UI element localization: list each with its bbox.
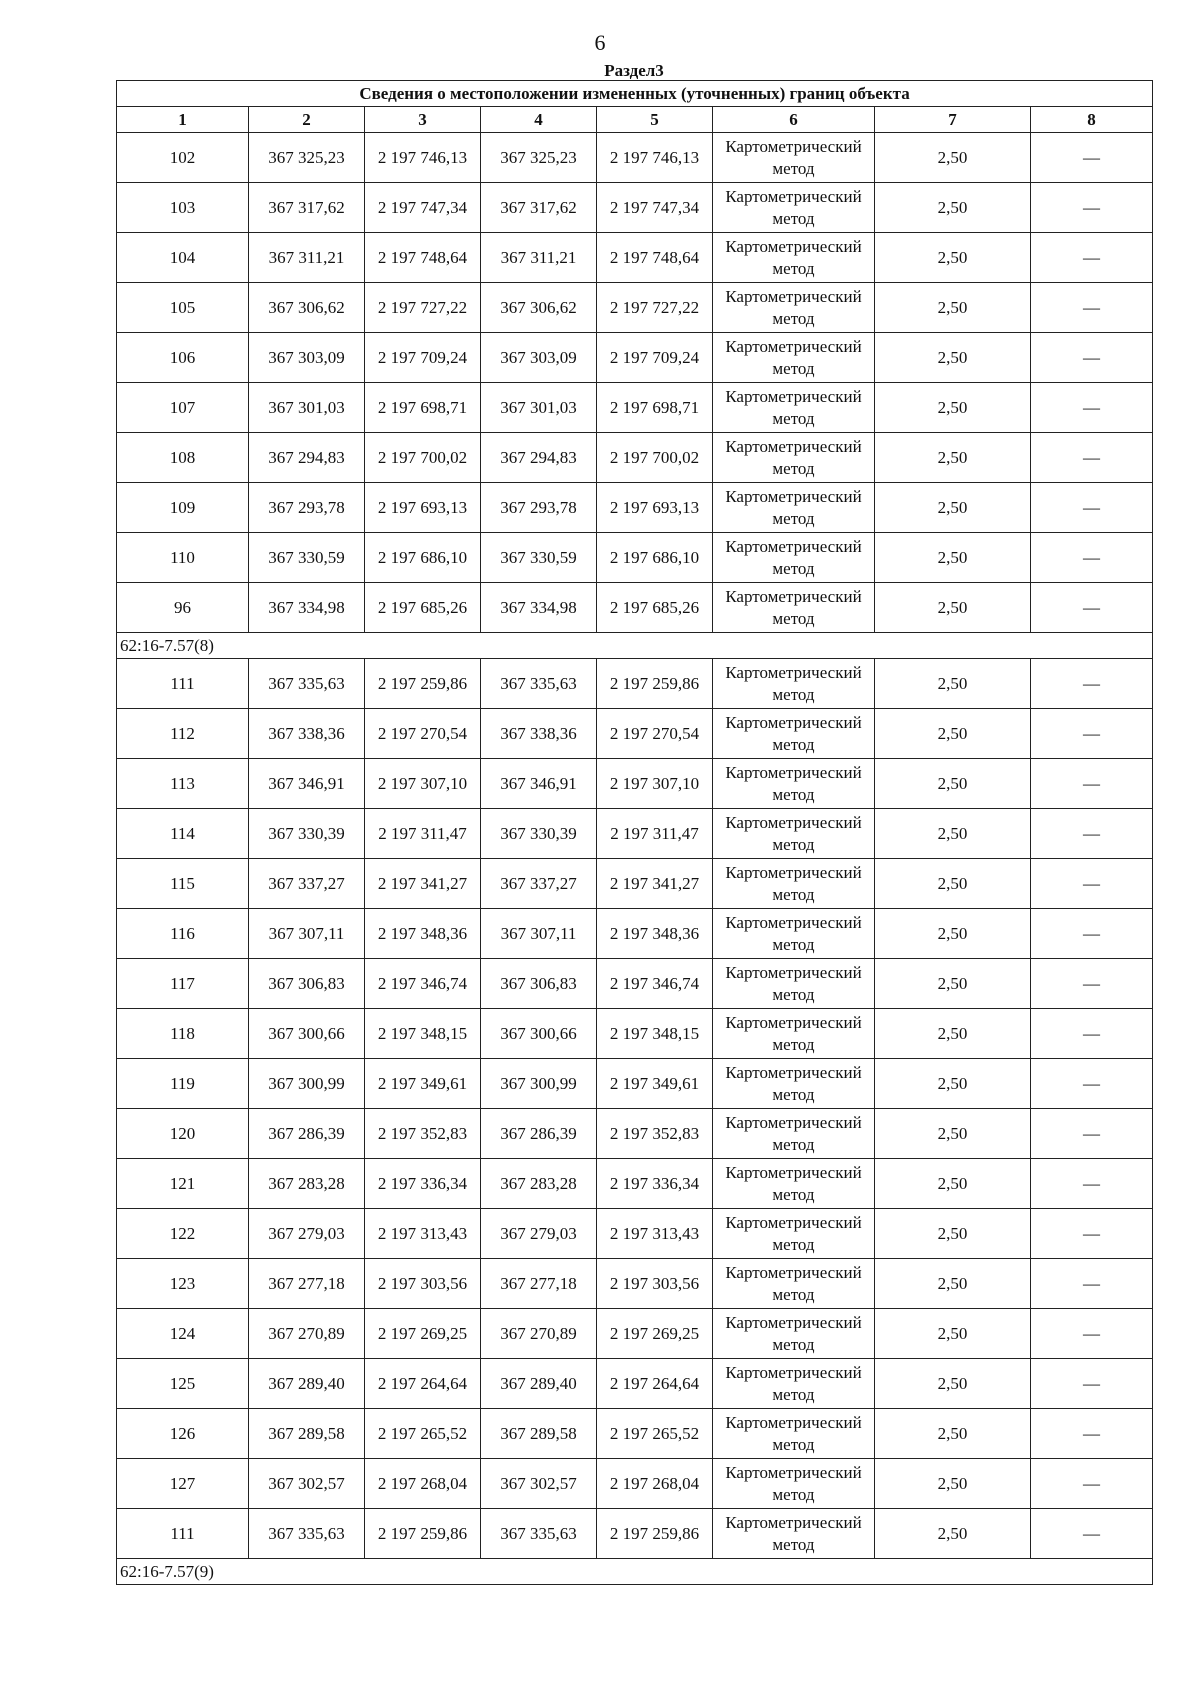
y-coordinate: 2 197 352,83 (365, 1109, 481, 1159)
y-coordinate: 2 197 686,10 (597, 533, 713, 583)
point-number: 96 (117, 583, 249, 633)
y-coordinate: 2 197 270,54 (597, 709, 713, 759)
y-coordinate: 2 197 259,86 (365, 1509, 481, 1559)
accuracy-cell: 2,50 (875, 1309, 1031, 1359)
y-coordinate: 2 197 748,64 (365, 233, 481, 283)
x-coordinate: 367 302,57 (481, 1459, 597, 1509)
description-cell: — (1031, 433, 1153, 483)
x-coordinate: 367 346,91 (249, 759, 365, 809)
column-number: 5 (597, 107, 713, 133)
column-number: 3 (365, 107, 481, 133)
point-number: 111 (117, 659, 249, 709)
method-cell: Картометрический метод (713, 859, 875, 909)
y-coordinate: 2 197 346,74 (597, 959, 713, 1009)
y-coordinate: 2 197 268,04 (365, 1459, 481, 1509)
x-coordinate: 367 286,39 (249, 1109, 365, 1159)
table-row (117, 1159, 1153, 1209)
description-cell: — (1031, 1509, 1153, 1559)
table-row (117, 859, 1153, 909)
y-coordinate: 2 197 349,61 (365, 1059, 481, 1109)
description-cell: — (1031, 709, 1153, 759)
method-cell: Картометрический метод (713, 1259, 875, 1309)
x-coordinate: 367 303,09 (249, 333, 365, 383)
table-row (117, 233, 1153, 283)
x-coordinate: 367 293,78 (481, 483, 597, 533)
x-coordinate: 367 301,03 (249, 383, 365, 433)
column-number: 8 (1031, 107, 1153, 133)
y-coordinate: 2 197 259,86 (597, 1509, 713, 1559)
table-row (117, 1059, 1153, 1109)
x-coordinate: 367 317,62 (481, 183, 597, 233)
point-number: 102 (117, 133, 249, 183)
x-coordinate: 367 330,39 (481, 809, 597, 859)
x-coordinate: 367 311,21 (481, 233, 597, 283)
accuracy-cell: 2,50 (875, 959, 1031, 1009)
y-coordinate: 2 197 313,43 (365, 1209, 481, 1259)
table-caption: Сведения о местоположении измененных (уточненных) границ объекта (117, 81, 1153, 107)
method-cell: Картометрический метод (713, 809, 875, 859)
y-coordinate: 2 197 709,24 (365, 333, 481, 383)
x-coordinate: 367 279,03 (249, 1209, 365, 1259)
method-cell: Картометрический метод (713, 1159, 875, 1209)
description-cell: — (1031, 133, 1153, 183)
y-coordinate: 2 197 269,25 (597, 1309, 713, 1359)
description-cell: — (1031, 1109, 1153, 1159)
table-row (117, 533, 1153, 583)
x-coordinate: 367 317,62 (249, 183, 365, 233)
method-cell: Картометрический метод (713, 1009, 875, 1059)
x-coordinate: 367 300,66 (481, 1009, 597, 1059)
y-coordinate: 2 197 348,36 (365, 909, 481, 959)
method-cell: Картометрический метод (713, 533, 875, 583)
x-coordinate: 367 300,99 (481, 1059, 597, 1109)
table-row (117, 1259, 1153, 1309)
accuracy-cell: 2,50 (875, 1159, 1031, 1209)
y-coordinate: 2 197 303,56 (365, 1259, 481, 1309)
accuracy-cell: 2,50 (875, 383, 1031, 433)
coordinates-table (116, 80, 1153, 1585)
y-coordinate: 2 197 685,26 (365, 583, 481, 633)
x-coordinate: 367 300,66 (249, 1009, 365, 1059)
y-coordinate: 2 197 727,22 (365, 283, 481, 333)
y-coordinate: 2 197 259,86 (597, 659, 713, 709)
y-coordinate: 2 197 307,10 (597, 759, 713, 809)
point-number: 105 (117, 283, 249, 333)
method-cell: Картометрический метод (713, 909, 875, 959)
column-number-row (117, 107, 1153, 133)
method-cell: Картометрический метод (713, 283, 875, 333)
description-cell: — (1031, 659, 1153, 709)
accuracy-cell: 2,50 (875, 183, 1031, 233)
accuracy-cell: 2,50 (875, 859, 1031, 909)
accuracy-cell: 2,50 (875, 1009, 1031, 1059)
page-number: 6 (594, 30, 606, 55)
method-cell: Картометрический метод (713, 659, 875, 709)
x-coordinate: 367 303,09 (481, 333, 597, 383)
column-number: 1 (117, 107, 249, 133)
accuracy-cell: 2,50 (875, 659, 1031, 709)
accuracy-cell: 2,50 (875, 709, 1031, 759)
description-cell: — (1031, 1309, 1153, 1359)
x-coordinate: 367 283,28 (249, 1159, 365, 1209)
method-cell: Картометрический метод (713, 383, 875, 433)
y-coordinate: 2 197 336,34 (597, 1159, 713, 1209)
method-cell: Картометрический метод (713, 1459, 875, 1509)
y-coordinate: 2 197 685,26 (597, 583, 713, 633)
x-coordinate: 367 334,98 (481, 583, 597, 633)
method-cell: Картометрический метод (713, 133, 875, 183)
accuracy-cell: 2,50 (875, 1409, 1031, 1459)
y-coordinate: 2 197 747,34 (597, 183, 713, 233)
x-coordinate: 367 335,63 (249, 659, 365, 709)
description-cell: — (1031, 1009, 1153, 1059)
y-coordinate: 2 197 341,27 (597, 859, 713, 909)
accuracy-cell: 2,50 (875, 809, 1031, 859)
method-cell: Картометрический метод (713, 183, 875, 233)
y-coordinate: 2 197 700,02 (365, 433, 481, 483)
point-number: 111 (117, 1509, 249, 1559)
x-coordinate: 367 289,40 (481, 1359, 597, 1409)
method-cell: Картометрический метод (713, 1309, 875, 1359)
y-coordinate: 2 197 748,64 (597, 233, 713, 283)
column-number: 2 (249, 107, 365, 133)
description-cell: — (1031, 1259, 1153, 1309)
point-number: 116 (117, 909, 249, 959)
y-coordinate: 2 197 348,36 (597, 909, 713, 959)
method-cell: Картометрический метод (713, 1359, 875, 1409)
y-coordinate: 2 197 352,83 (597, 1109, 713, 1159)
accuracy-cell: 2,50 (875, 483, 1031, 533)
x-coordinate: 367 270,89 (481, 1309, 597, 1359)
accuracy-cell: 2,50 (875, 333, 1031, 383)
method-cell: Картометрический метод (713, 759, 875, 809)
group-label: 62:16-7.57(8) (117, 633, 1153, 659)
accuracy-cell: 2,50 (875, 1059, 1031, 1109)
y-coordinate: 2 197 698,71 (365, 383, 481, 433)
method-cell: Картометрический метод (713, 333, 875, 383)
x-coordinate: 367 289,40 (249, 1359, 365, 1409)
y-coordinate: 2 197 341,27 (365, 859, 481, 909)
y-coordinate: 2 197 349,61 (597, 1059, 713, 1109)
y-coordinate: 2 197 746,13 (597, 133, 713, 183)
x-coordinate: 367 306,62 (481, 283, 597, 333)
description-cell: — (1031, 483, 1153, 533)
table-row (117, 433, 1153, 483)
point-number: 117 (117, 959, 249, 1009)
method-cell: Картометрический метод (713, 1409, 875, 1459)
description-cell: — (1031, 809, 1153, 859)
y-coordinate: 2 197 693,13 (597, 483, 713, 533)
table-row (117, 1309, 1153, 1359)
table-row (117, 283, 1153, 333)
x-coordinate: 367 301,03 (481, 383, 597, 433)
x-coordinate: 367 294,83 (481, 433, 597, 483)
description-cell: — (1031, 1459, 1153, 1509)
method-cell: Картометрический метод (713, 483, 875, 533)
x-coordinate: 367 293,78 (249, 483, 365, 533)
y-coordinate: 2 197 693,13 (365, 483, 481, 533)
description-cell: — (1031, 1409, 1153, 1459)
x-coordinate: 367 334,98 (249, 583, 365, 633)
description-cell: — (1031, 233, 1153, 283)
x-coordinate: 367 311,21 (249, 233, 365, 283)
point-number: 108 (117, 433, 249, 483)
x-coordinate: 367 306,83 (249, 959, 365, 1009)
y-coordinate: 2 197 269,25 (365, 1309, 481, 1359)
table-row (117, 709, 1153, 759)
table-row (117, 1109, 1153, 1159)
y-coordinate: 2 197 311,47 (597, 809, 713, 859)
method-cell: Картометрический метод (713, 1109, 875, 1159)
y-coordinate: 2 197 746,13 (365, 133, 481, 183)
accuracy-cell: 2,50 (875, 1359, 1031, 1409)
accuracy-cell: 2,50 (875, 133, 1031, 183)
point-number: 113 (117, 759, 249, 809)
description-cell: — (1031, 859, 1153, 909)
table-row (117, 483, 1153, 533)
table-row (117, 909, 1153, 959)
x-coordinate: 367 302,57 (249, 1459, 365, 1509)
x-coordinate: 367 337,27 (249, 859, 365, 909)
group-row (117, 633, 1153, 659)
table-row (117, 583, 1153, 633)
accuracy-cell: 2,50 (875, 1459, 1031, 1509)
accuracy-cell: 2,50 (875, 1509, 1031, 1559)
table-row (117, 1509, 1153, 1559)
x-coordinate: 367 325,23 (481, 133, 597, 183)
y-coordinate: 2 197 265,52 (597, 1409, 713, 1459)
table-row (117, 183, 1153, 233)
table-row (117, 809, 1153, 859)
y-coordinate: 2 197 313,43 (597, 1209, 713, 1259)
accuracy-cell: 2,50 (875, 1209, 1031, 1259)
x-coordinate: 367 325,23 (249, 133, 365, 183)
point-number: 110 (117, 533, 249, 583)
y-coordinate: 2 197 348,15 (365, 1009, 481, 1059)
method-cell: Картометрический метод (713, 709, 875, 759)
description-cell: — (1031, 583, 1153, 633)
y-coordinate: 2 197 264,64 (597, 1359, 713, 1409)
table-row (117, 759, 1153, 809)
accuracy-cell: 2,50 (875, 1259, 1031, 1309)
point-number: 121 (117, 1159, 249, 1209)
point-number: 114 (117, 809, 249, 859)
table-row (117, 659, 1153, 709)
x-coordinate: 367 283,28 (481, 1159, 597, 1209)
y-coordinate: 2 197 686,10 (365, 533, 481, 583)
point-number: 118 (117, 1009, 249, 1059)
table-row (117, 1209, 1153, 1259)
point-number: 103 (117, 183, 249, 233)
accuracy-cell: 2,50 (875, 759, 1031, 809)
table-row (117, 1409, 1153, 1459)
x-coordinate: 367 289,58 (481, 1409, 597, 1459)
y-coordinate: 2 197 268,04 (597, 1459, 713, 1509)
group-row (117, 1559, 1153, 1585)
method-cell: Картометрический метод (713, 583, 875, 633)
point-number: 122 (117, 1209, 249, 1259)
description-cell: — (1031, 183, 1153, 233)
accuracy-cell: 2,50 (875, 909, 1031, 959)
table-row (117, 333, 1153, 383)
column-number: 7 (875, 107, 1031, 133)
accuracy-cell: 2,50 (875, 433, 1031, 483)
point-number: 124 (117, 1309, 249, 1359)
y-coordinate: 2 197 698,71 (597, 383, 713, 433)
method-cell: Картометрический метод (713, 433, 875, 483)
y-coordinate: 2 197 727,22 (597, 283, 713, 333)
table-row (117, 1459, 1153, 1509)
method-cell: Картометрический метод (713, 959, 875, 1009)
column-number: 6 (713, 107, 875, 133)
y-coordinate: 2 197 265,52 (365, 1409, 481, 1459)
y-coordinate: 2 197 303,56 (597, 1259, 713, 1309)
description-cell: — (1031, 959, 1153, 1009)
x-coordinate: 367 335,63 (249, 1509, 365, 1559)
description-cell: — (1031, 1159, 1153, 1209)
description-cell: — (1031, 759, 1153, 809)
x-coordinate: 367 335,63 (481, 659, 597, 709)
x-coordinate: 367 330,39 (249, 809, 365, 859)
method-cell: Картометрический метод (713, 1509, 875, 1559)
point-number: 106 (117, 333, 249, 383)
table-row (117, 1009, 1153, 1059)
y-coordinate: 2 197 700,02 (597, 433, 713, 483)
point-number: 120 (117, 1109, 249, 1159)
point-number: 115 (117, 859, 249, 909)
x-coordinate: 367 294,83 (249, 433, 365, 483)
x-coordinate: 367 307,11 (481, 909, 597, 959)
section-title: Раздел3 (604, 61, 664, 80)
description-cell: — (1031, 333, 1153, 383)
x-coordinate: 367 335,63 (481, 1509, 597, 1559)
accuracy-cell: 2,50 (875, 233, 1031, 283)
point-number: 104 (117, 233, 249, 283)
point-number: 119 (117, 1059, 249, 1109)
table-row (117, 1359, 1153, 1409)
y-coordinate: 2 197 709,24 (597, 333, 713, 383)
x-coordinate: 367 306,62 (249, 283, 365, 333)
y-coordinate: 2 197 270,54 (365, 709, 481, 759)
table-row (117, 383, 1153, 433)
x-coordinate: 367 338,36 (481, 709, 597, 759)
method-cell: Картометрический метод (713, 1059, 875, 1109)
y-coordinate: 2 197 264,64 (365, 1359, 481, 1409)
x-coordinate: 367 279,03 (481, 1209, 597, 1259)
accuracy-cell: 2,50 (875, 533, 1031, 583)
point-number: 126 (117, 1409, 249, 1459)
point-number: 109 (117, 483, 249, 533)
y-coordinate: 2 197 336,34 (365, 1159, 481, 1209)
description-cell: — (1031, 283, 1153, 333)
point-number: 123 (117, 1259, 249, 1309)
x-coordinate: 367 289,58 (249, 1409, 365, 1459)
column-number: 4 (481, 107, 597, 133)
x-coordinate: 367 270,89 (249, 1309, 365, 1359)
x-coordinate: 367 338,36 (249, 709, 365, 759)
y-coordinate: 2 197 747,34 (365, 183, 481, 233)
accuracy-cell: 2,50 (875, 583, 1031, 633)
group-label: 62:16-7.57(9) (117, 1559, 1153, 1585)
table-body (117, 133, 1153, 1585)
x-coordinate: 367 307,11 (249, 909, 365, 959)
description-cell: — (1031, 383, 1153, 433)
x-coordinate: 367 277,18 (481, 1259, 597, 1309)
point-number: 127 (117, 1459, 249, 1509)
y-coordinate: 2 197 307,10 (365, 759, 481, 809)
x-coordinate: 367 286,39 (481, 1109, 597, 1159)
y-coordinate: 2 197 348,15 (597, 1009, 713, 1059)
description-cell: — (1031, 1209, 1153, 1259)
description-cell: — (1031, 533, 1153, 583)
method-cell: Картометрический метод (713, 233, 875, 283)
x-coordinate: 367 330,59 (249, 533, 365, 583)
point-number: 107 (117, 383, 249, 433)
description-cell: — (1031, 909, 1153, 959)
description-cell: — (1031, 1059, 1153, 1109)
y-coordinate: 2 197 346,74 (365, 959, 481, 1009)
y-coordinate: 2 197 259,86 (365, 659, 481, 709)
point-number: 125 (117, 1359, 249, 1409)
table-row (117, 959, 1153, 1009)
point-number: 112 (117, 709, 249, 759)
x-coordinate: 367 330,59 (481, 533, 597, 583)
table-row (117, 133, 1153, 183)
x-coordinate: 367 306,83 (481, 959, 597, 1009)
description-cell: — (1031, 1359, 1153, 1409)
x-coordinate: 367 277,18 (249, 1259, 365, 1309)
accuracy-cell: 2,50 (875, 283, 1031, 333)
accuracy-cell: 2,50 (875, 1109, 1031, 1159)
x-coordinate: 367 337,27 (481, 859, 597, 909)
x-coordinate: 367 300,99 (249, 1059, 365, 1109)
method-cell: Картометрический метод (713, 1209, 875, 1259)
x-coordinate: 367 346,91 (481, 759, 597, 809)
y-coordinate: 2 197 311,47 (365, 809, 481, 859)
